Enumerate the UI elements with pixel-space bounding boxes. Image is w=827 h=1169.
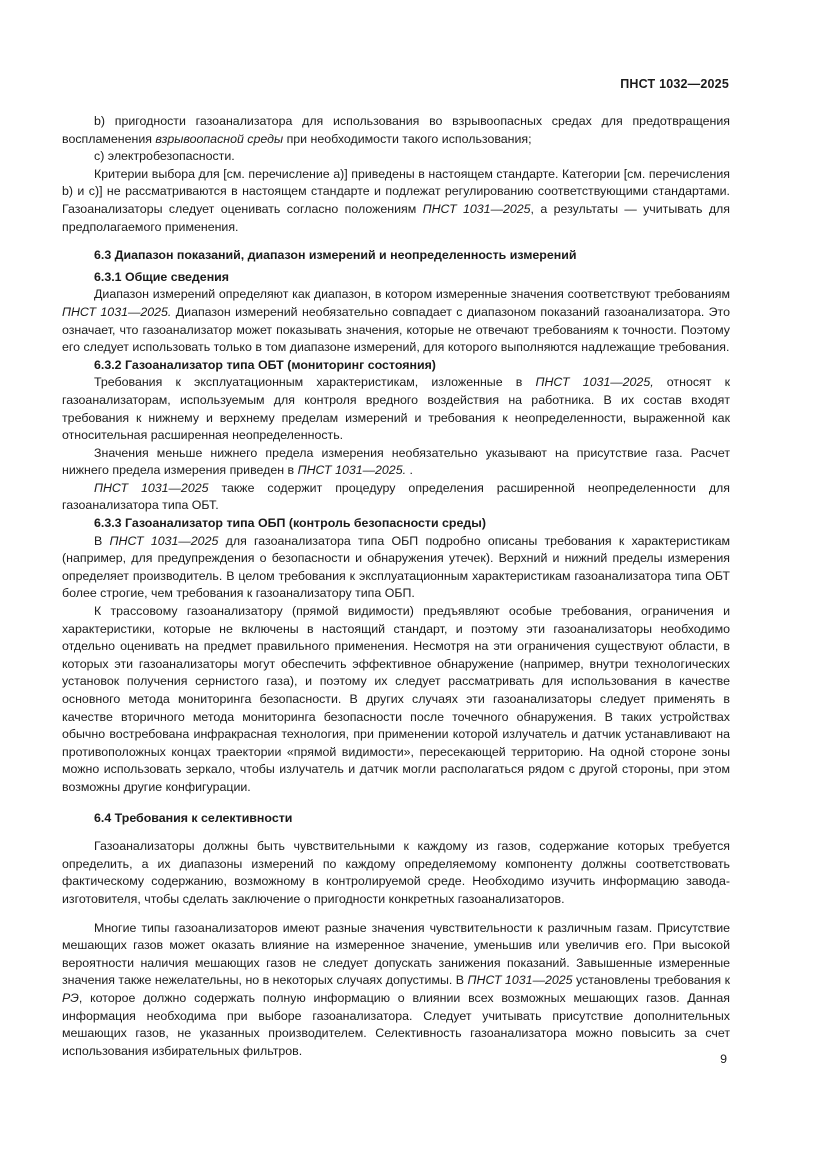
section-heading-6-3: 6.3 Диапазон показаний, диапазон измерений и неопределенность измерений — [94, 248, 577, 263]
paragraph-criteria — [62, 166, 730, 236]
text-run: Значения меньше нижнего предела измерения необязательно указывают на присутствие газа. Расчет нижнего предела измерения приведен в — [62, 445, 730, 478]
text-run: установлены требования к — [572, 973, 731, 988]
text-run: b) пригодности газоанализатора для использования во взрывоопасных средах для предотвращения воспламенения — [62, 114, 730, 146]
paragraph — [62, 920, 730, 1061]
paragraph — [62, 286, 730, 356]
text-run: . — [406, 463, 413, 478]
text-run: В — [94, 533, 110, 548]
list-item-c: c) электробезопасности. — [94, 149, 235, 164]
text-run: Диапазон измерений определяют как диапазон, в котором измеренные значения соответствуют требованиям — [94, 287, 730, 302]
text-run-italic: ПНСТ 1031—2025 — [109, 533, 219, 548]
text-run: Критерии выбора для [см. перечисление a)] приведены в настоящем стандарте. Категории [см. перечисления b) и c)] не рассматриваются в настоящем стандарте и подлежат регулированию соответствующими стандартами. Газоанализаторы следует оценивать согласно положениям — [62, 166, 730, 216]
section-heading-6-4: 6.4 Требования к селективности — [94, 810, 293, 825]
document-body — [62, 113, 730, 1060]
text-run: , которое должно содержать полную информацию о влиянии всех возможных мешающих газов. Данная информация необходима при выборе газоанализатора. Следует учитывать присутствие дополнительных мешающих газов, не указанных производителем. Селективность газоанализатора можно повысить за счет использования избирательных фильтров. — [62, 990, 730, 1058]
text-run: Диапазон измерений необязательно совпадает с диапазоном показаний газоанализатора. Это означает, что газоанализатор может показывать значения, которые не отвечают требованиям к точности. Поэтому его следует использовать только в том диапазоне измерений, для которого выполняются надлежащие требования. — [62, 304, 730, 355]
text-run-italic: ПНСТ 1031—2025 — [94, 480, 209, 495]
text-run-italic: ПНСТ 1031—2025 — [467, 973, 573, 988]
text-run: Многие типы газоанализаторов имеют разные значения чувствительности к различным газам. Присутствие мешающих газов может оказать влияние на измеренное значение, уменьшив или увеличив его. При высокой вероятности наличия мешающих газов не следует допускать занижения показаний. Завышенные измеренные значения также нежелательны, но в некоторых случаях допустимы. В — [62, 920, 730, 988]
subsection-heading-6-3-1: 6.3.1 Общие сведения — [94, 269, 230, 284]
text-run: для газоанализатора типа ОБП подробно описаны требования к характеристикам (например, для предупреждения о безопасности и обнаружения утечек). Верхний и нижний пределы измерения определяет производитель. В целом требования к эксплуатационным характеристикам газоанализатора типа ОБТ более строгие, чем требования к газоанализатору типа ОБП. — [62, 533, 730, 601]
text-run: , а результаты — учитывать для предполагаемого применения. — [62, 201, 730, 234]
text-run-italic: взрывоопасной среды — [155, 131, 284, 146]
paragraph — [62, 533, 730, 603]
document-header: ПНСТ 1032—2025 — [620, 77, 729, 91]
text-run-italic: ПНСТ 1031—2025. — [62, 304, 172, 319]
text-run: Требования к эксплуатационным характеристикам, изложенные в — [94, 375, 536, 390]
paragraph — [62, 374, 730, 444]
paragraph — [62, 445, 730, 480]
text-run: также содержит процедуру определения расширенной неопределенности для газоанализатора типа ОБТ. — [62, 480, 730, 513]
paragraph: К трассовому газоанализатору (прямой видимости) предъявляют особые требования, ограничения и характеристики, которые не включены в настоящий стандарт, и поэтому эти газоанализаторы необходимо отдельно оценивать на предмет правильного применения. Несмотря на эти ограничения существуют области, в которых эти газоанализаторы могут обеспечить эффективное обнаружение (например, внутри технологических установок получения сернистого газа), и поэтому их следует рассматривать для использования в качестве основного метода мониторинга безопасности. В других случаях эти газоанализаторы следует применять в качестве вторичного метода мониторинга безопасности после точечного обнаружения. В таких устройствах обычно востребована инфракрасная технология, при применении которой излучатель и датчик устанавливают на противоположных концах траектории «прямой видимости», пересекающей территорию. На одной стороне зоны можно использовать зеркало, чтобы излучатель и датчик могли располагаться рядом с другой стороны, при этом возможны другие конфигурации. — [62, 604, 730, 794]
page-number: 9 — [720, 1052, 727, 1066]
subsection-heading-6-3-2: 6.3.2 Газоанализатор типа ОБТ (мониторинг состояния) — [94, 357, 436, 372]
text-run-italic: ПНСТ 1031—2025. — [297, 463, 407, 478]
subsection-heading-6-3-3: 6.3.3 Газоанализатор типа ОБП (контроль безопасности среды) — [94, 516, 486, 531]
paragraph — [62, 480, 730, 515]
list-item-b — [62, 113, 730, 148]
paragraph: Газоанализаторы должны быть чувствительными к каждому из газов, содержание которых требуется определить, а их диапазоны измерений по каждому определяемому компоненту должны соответствовать фактическому содержанию, возможному в контролируемой среде. Необходимо изучить информацию завода-изготовителя, чтобы сделать заключение о пригодности конкретных газоанализаторов. — [62, 839, 730, 906]
text-run: относят к газоанализаторам, используемым для контроля вредного воздействия на работника. В их состав входят требования к нижнему и верхнему пределам измерений и требования к неопределенности, выраженной как относительная расширенная неопределенность. — [62, 375, 730, 443]
text-run: при необходимости такого использования; — [283, 131, 532, 146]
text-run-italic: РЭ — [62, 990, 79, 1005]
text-run-italic: ПНСТ 1031—2025 — [422, 201, 531, 216]
text-run-italic: ПНСТ 1031—2025, — [535, 375, 654, 390]
